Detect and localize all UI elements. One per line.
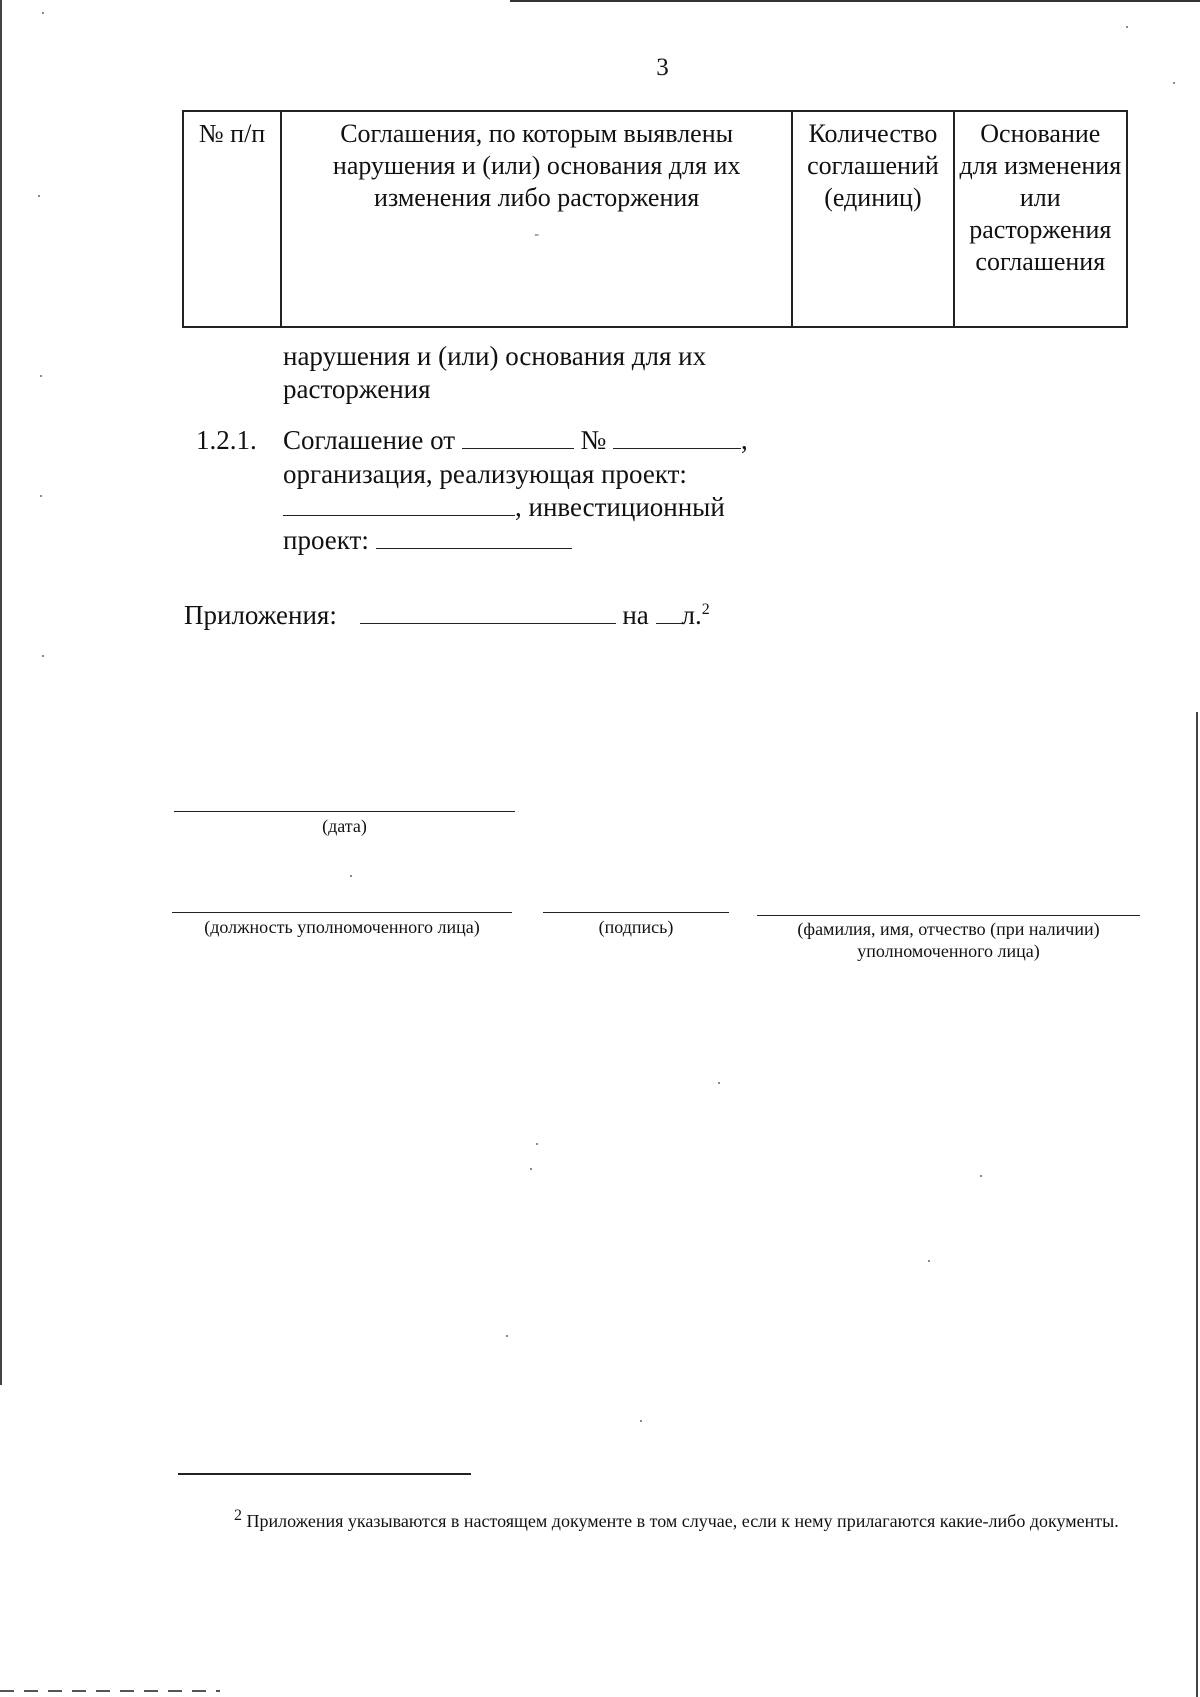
name-caption-line1: (фамилия, имя, отчество (при наличии) bbox=[797, 919, 1100, 939]
scan-speck bbox=[40, 495, 42, 497]
agreement-date-field[interactable] bbox=[462, 424, 574, 449]
agreement-no-label: № bbox=[580, 425, 607, 455]
agreements-table bbox=[182, 110, 1128, 328]
footnote-text: Приложения указываются в настоящем документе в том случае, если к нему прилагаются какие-либо документы. bbox=[242, 1511, 1119, 1531]
attachments-line bbox=[184, 599, 744, 632]
scan-speck bbox=[980, 1175, 982, 1177]
scan-speck bbox=[42, 655, 44, 657]
scan-speck bbox=[536, 1143, 538, 1145]
footnote bbox=[178, 1509, 1128, 1533]
scan-edge-top bbox=[510, 0, 1200, 2]
attachments-on-label: на bbox=[622, 600, 649, 630]
scan-speck bbox=[530, 1168, 532, 1170]
attachments-sheets-field[interactable] bbox=[656, 599, 682, 624]
name-caption bbox=[757, 918, 1140, 962]
position-line[interactable] bbox=[172, 912, 512, 913]
footnote-separator bbox=[178, 1473, 471, 1475]
date-caption: (дата) bbox=[322, 816, 367, 836]
scan-speck bbox=[1126, 26, 1128, 28]
agreement-comma: , bbox=[741, 425, 748, 455]
project-field[interactable] bbox=[376, 524, 572, 549]
scan-speck bbox=[350, 875, 352, 877]
header-agreements bbox=[281, 111, 792, 327]
header-agreements-label: Соглашения, по которым выявлены нарушения и (или) основания для их изменения либо расторжения bbox=[332, 119, 741, 212]
name-line[interactable] bbox=[757, 915, 1140, 916]
signature-caption: (подпись) bbox=[598, 917, 674, 937]
scan-speck bbox=[928, 1260, 930, 1262]
attachments-label: Приложения: bbox=[184, 600, 337, 630]
stray-mark: - bbox=[534, 227, 539, 242]
org-line bbox=[283, 491, 803, 524]
project-line bbox=[283, 524, 803, 557]
scan-edge-bottom bbox=[0, 1690, 220, 1692]
scan-speck bbox=[40, 375, 42, 377]
scan-speck bbox=[1173, 82, 1175, 84]
name-caption-line2: уполномоченного лица) bbox=[857, 941, 1040, 961]
footnote-marker: 2 bbox=[234, 1507, 242, 1524]
scan-speck bbox=[506, 1335, 508, 1337]
scan-speck bbox=[38, 195, 40, 197]
agreement-from-label: Соглашение от bbox=[283, 425, 456, 455]
org-label: организация, реализующая проект: bbox=[283, 459, 687, 489]
header-agreements-count: Количество соглашений (единиц) bbox=[792, 111, 953, 327]
table-header-row bbox=[183, 111, 1127, 327]
page-number: 3 bbox=[656, 54, 669, 81]
section-continuation: нарушения и (или) основания для их расторжения bbox=[283, 341, 707, 404]
project-label: проект: bbox=[283, 525, 369, 555]
footnote-reference: 2 bbox=[701, 601, 710, 618]
item-number: 1.2.1. bbox=[196, 425, 257, 455]
date-line[interactable] bbox=[174, 811, 515, 812]
header-basis: Основание для изменения или расторжения соглашения bbox=[954, 111, 1127, 327]
attachments-field[interactable] bbox=[360, 599, 616, 624]
scan-edge-right bbox=[1196, 712, 1198, 1697]
signature-line[interactable] bbox=[543, 912, 729, 913]
organization-field[interactable] bbox=[283, 491, 515, 516]
agreement-number-field[interactable] bbox=[613, 424, 741, 449]
position-caption: (должность уполномоченного лица) bbox=[204, 917, 480, 937]
scan-speck bbox=[640, 1420, 642, 1422]
scan-speck bbox=[718, 1082, 720, 1084]
scan-edge-left bbox=[0, 0, 2, 1385]
attachments-sheets-label: л. bbox=[681, 600, 702, 630]
scan-speck bbox=[42, 12, 44, 14]
header-row-number: № п/п bbox=[183, 111, 281, 327]
item-agreement-line bbox=[283, 424, 803, 457]
investment-label: , инвестиционный bbox=[515, 492, 725, 522]
